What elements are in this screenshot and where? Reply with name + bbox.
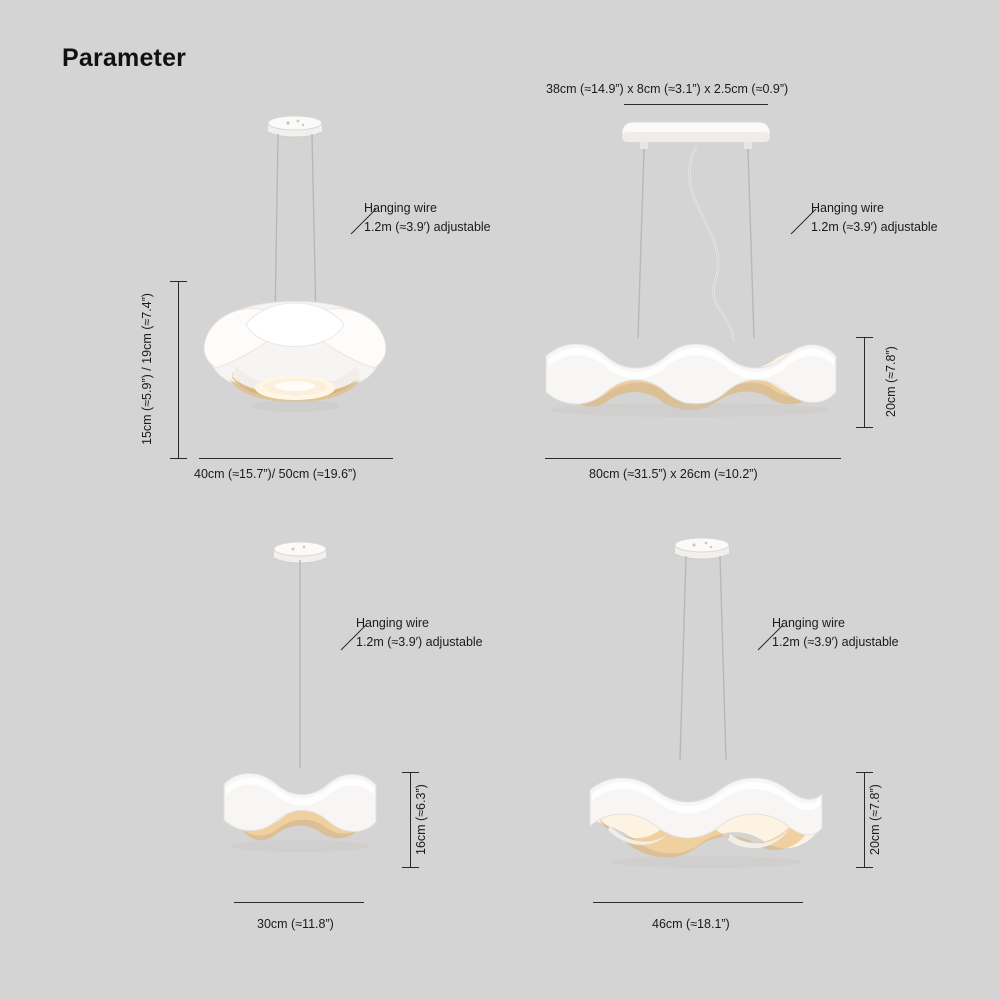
lamp-c-wire-note — [356, 614, 483, 653]
lamp-c-height-rule — [410, 772, 411, 867]
lamp-d-wire-note-line2: 1.2m (≈3.9′) adjustable — [772, 635, 899, 650]
lamp-d-figure — [570, 528, 840, 888]
lamp-c-width-rule — [234, 902, 364, 903]
lamp-a-width-label: 40cm (≈15.7”)/ 50cm (≈19.6”) — [194, 467, 357, 481]
lamp-b-width-label: 80cm (≈31.5”) x 26cm (≈10.2”) — [589, 467, 758, 481]
lamp-b-wire-note — [811, 199, 938, 238]
lamp-b-height-label: 20cm (≈7.8”) — [884, 346, 898, 418]
lamp-b-canopy-label: 38cm (≈14.9”) x 8cm (≈3.1”) x 2.5cm (≈0.9”) — [546, 82, 789, 96]
lamp-c-wire-note-line1: Hanging wire — [356, 616, 429, 630]
lamp-c-height-label: 16cm (≈6.3”) — [414, 784, 428, 855]
lamp-a-figure — [170, 110, 420, 450]
wave-pendant-46-illustration — [570, 528, 840, 888]
lamp-c-width-label: 30cm (≈11.8”) — [257, 917, 334, 931]
lamp-a-wire-note-line2: 1.2m (≈3.9′) adjustable — [364, 220, 491, 235]
wave-linear-pendant-illustration — [520, 110, 860, 450]
lamp-d-width-rule — [593, 902, 803, 903]
page-title: Parameter — [62, 44, 187, 72]
lamp-d-height-tick-bottom — [856, 867, 873, 868]
lamp-b-canopy-rule — [624, 104, 768, 105]
lamp-c-height-tick-bottom — [402, 867, 419, 868]
lamp-c-wire-note-line2: 1.2m (≈3.9′) adjustable — [356, 635, 483, 650]
lamp-b-wire-note-line2: 1.2m (≈3.9′) adjustable — [811, 220, 938, 235]
lamp-d-width-label: 46cm (≈18.1”) — [652, 917, 730, 931]
lamp-a-wire-note-line1: Hanging wire — [364, 201, 437, 215]
lamp-a-width-rule — [199, 458, 393, 459]
lamp-b-width-rule — [545, 458, 841, 459]
lamp-b-height-rule — [864, 337, 865, 427]
lamp-a-height-tick-top — [170, 281, 187, 282]
lamp-b-wire-note-line1: Hanging wire — [811, 201, 884, 215]
lamp-d-height-label: 20cm (≈7.8”) — [868, 784, 882, 855]
lamp-d-wire-note — [772, 614, 899, 653]
wave-pendant-30-illustration — [200, 528, 410, 888]
lamp-a-wire-note — [364, 199, 491, 238]
petal-pendant-small-illustration — [170, 110, 420, 450]
lamp-c-figure — [200, 528, 410, 888]
lamp-a-height-label: 15cm (≈5.9”) / 19cm (≈7.4”) — [140, 293, 154, 446]
lamp-b-height-tick-bottom — [856, 427, 873, 428]
lamp-b-figure — [520, 110, 860, 450]
lamp-d-wire-note-line1: Hanging wire — [772, 616, 845, 630]
lamp-a-height-tick-bottom — [170, 458, 187, 459]
lamp-b-height-tick-top — [856, 337, 873, 338]
lamp-d-height-rule — [864, 772, 865, 867]
lamp-a-height-rule — [178, 281, 179, 458]
